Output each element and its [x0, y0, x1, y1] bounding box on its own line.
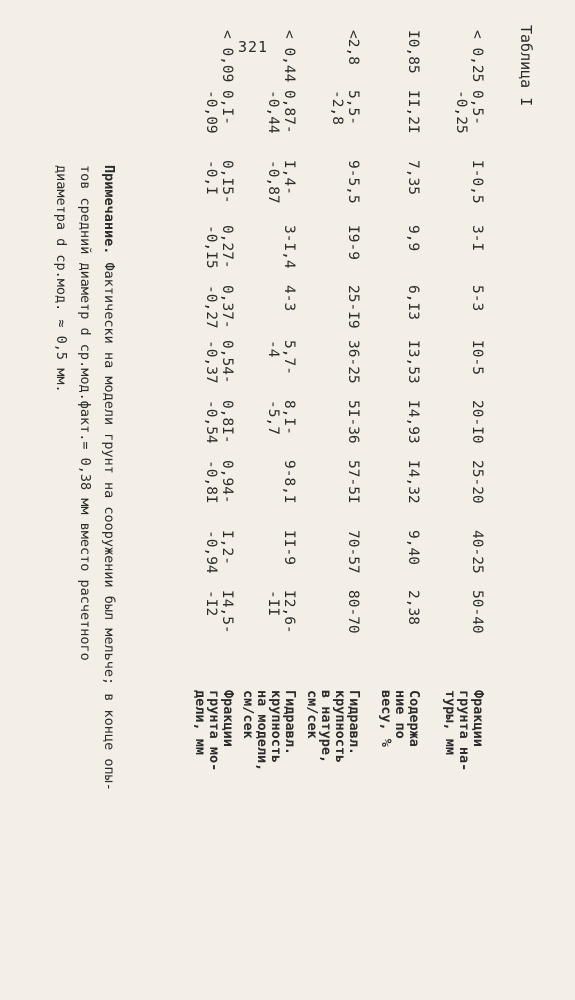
table-cell: 5,7- -4 — [265, 340, 297, 375]
table-row — [175, 0, 235, 900]
page-number: 321 — [238, 38, 269, 56]
table-cell: I,4- -0,87 — [265, 160, 297, 204]
table-cell: I9-9 — [345, 225, 361, 260]
note-line-3: диаметра d ср.мод. ≈ 0,5 мм. — [53, 165, 69, 393]
table-cell: I2,6- -II — [265, 590, 297, 634]
table-cell: II-9 — [281, 530, 297, 565]
table-cell: I0-5 — [469, 340, 485, 375]
row-label: Гидравл. крупность в натуре, см/сек — [304, 690, 362, 764]
table-row — [237, 0, 297, 900]
table-cell: 0,8I- -0,54 — [203, 400, 235, 444]
table-cell: 0,I5- -0,I — [203, 160, 235, 204]
table-cell: 80-70 — [345, 590, 361, 634]
table-cell: 40-25 — [469, 530, 485, 574]
table-cell: I3,53 — [405, 340, 421, 384]
table-cell: 25-I9 — [345, 285, 361, 329]
table-cell: 9,9 — [405, 225, 421, 252]
row-label: Содержа ние по весу, % — [378, 690, 422, 747]
table-cell: I4,5- -I2 — [203, 590, 235, 634]
table-label: Таблица I — [517, 25, 535, 107]
row-label: Гидравл. крупность на модели, см/сек — [240, 690, 298, 772]
table-cell: I,2- -0,94 — [203, 530, 235, 574]
table-cell: 0,I- -0,09 — [203, 90, 235, 134]
table-cell: 3-I,4 — [281, 225, 297, 269]
table-cell: 0,87- -0,44 — [265, 90, 297, 134]
table-cell: < 0,09 — [219, 30, 235, 83]
table-cell: 0,54- -0,37 — [203, 340, 235, 384]
table-note — [49, 165, 121, 945]
table-row — [301, 0, 361, 900]
note-lead: Примечание. — [101, 165, 117, 255]
table-cell: < 0,25 — [469, 30, 485, 83]
table-cell: II,2I — [405, 90, 421, 134]
table-cell: 0,94- -0,8I — [203, 460, 235, 504]
table-cell: I4,32 — [405, 460, 421, 504]
table-cell: 25-20 — [469, 460, 485, 504]
table-cell: 5I-36 — [345, 400, 361, 444]
table-cell: 9-5,5 — [345, 160, 361, 204]
table-cell: I-0,5 — [469, 160, 485, 204]
note-line-2: тов средний диаметр d ср.мод.факт.= 0,38 мм вместо расчетного — [77, 165, 93, 661]
table-cell: 7,35 — [405, 160, 421, 195]
table-cell: I0,85 — [405, 30, 421, 74]
row-label: Фракции грунта мо- дели, мм — [192, 690, 236, 772]
row-label: Фракции грунта на- туры, мм — [442, 690, 486, 772]
table-row — [361, 0, 421, 900]
table-row — [425, 0, 485, 900]
table-cell: 20-I0 — [469, 400, 485, 444]
table-cell: 57-5I — [345, 460, 361, 504]
table-cell: <2,8 — [345, 30, 361, 65]
rotated-table-area — [53, 0, 537, 900]
table-cell: 3-I — [469, 225, 485, 252]
table-cell: 0,37- -0,27 — [203, 285, 235, 329]
note-line-1: Фактически на модели грунт на сооружении был мельче; в конце опы- — [101, 254, 117, 791]
table-cell: 8,I- -5,7 — [265, 400, 297, 435]
table-cell: 50-40 — [469, 590, 485, 634]
table-cell: 2,38 — [405, 590, 421, 625]
table-cell: < 0,44 — [281, 30, 297, 83]
table-cell: 36-25 — [345, 340, 361, 384]
table-cell: 9-8,I — [281, 460, 297, 504]
table-cell: 9,40 — [405, 530, 421, 565]
table-cell: 5,5- -2,8 — [329, 90, 361, 125]
table-cell: 70-57 — [345, 530, 361, 574]
table-cell: I4,93 — [405, 400, 421, 444]
table-cell: 0,5- -0,25 — [453, 90, 485, 134]
table-cell: 0,27- -0,I5 — [203, 225, 235, 269]
table-cell: 4-3 — [281, 285, 297, 312]
table-cell: 6,I3 — [405, 285, 421, 320]
table-cell: 5-3 — [469, 285, 485, 312]
